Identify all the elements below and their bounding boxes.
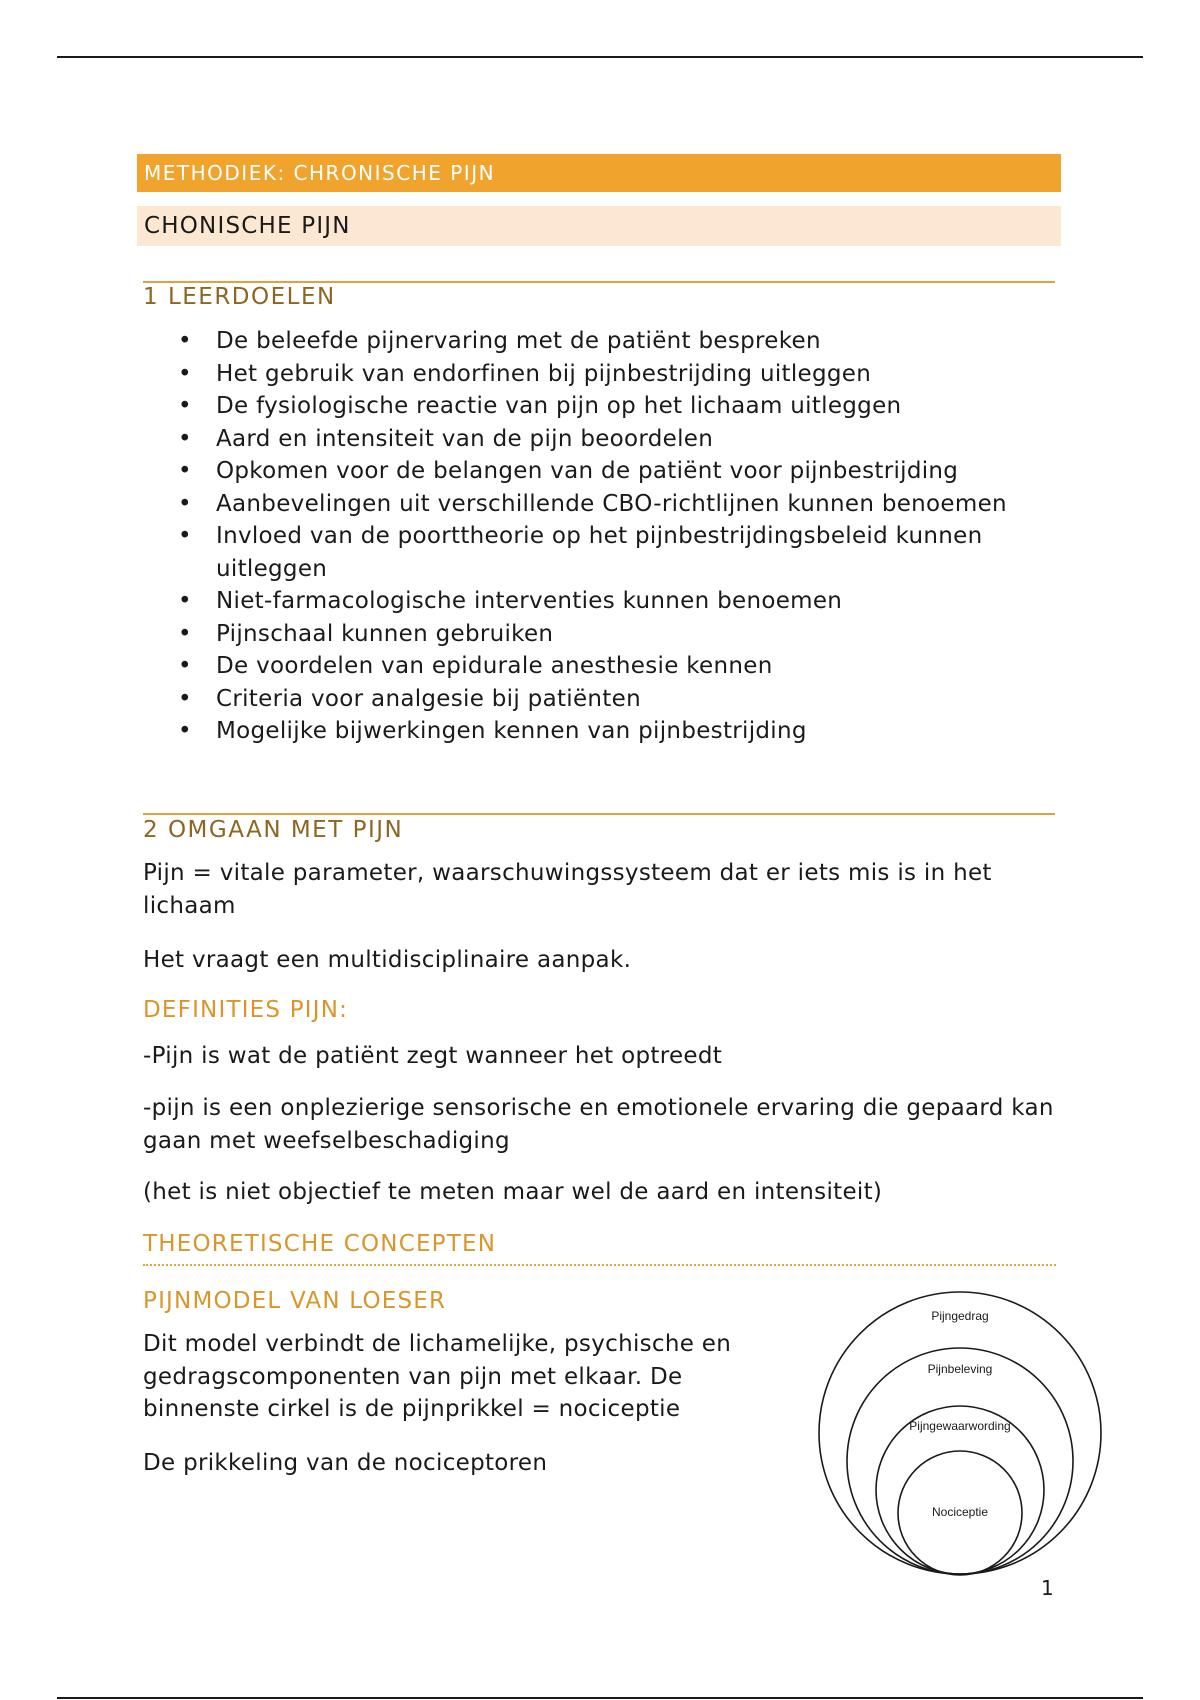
label-pijnbeleving: Pijnbeleving [927, 1362, 993, 1376]
loeser-model-diagram [815, 1290, 1105, 1578]
outer-circle-pijngedrag [819, 1292, 1101, 1574]
bullet-icon: • [178, 360, 192, 387]
measurement-note: (het is niet objectief te meten maar wel de aard en intensiteit) [143, 1179, 883, 1205]
footer-rule [57, 1697, 1143, 1699]
topic-title-banner: CHONISCHE PIJN [137, 206, 1061, 246]
bullet-icon: • [178, 588, 192, 614]
concepts-heading: THEORETISCHE CONCEPTEN [143, 1231, 497, 1257]
label-pijngewaarwording: Pijngewaarwording [909, 1419, 1011, 1433]
list-item: • De fysiologische reactie van pijn op het lichaam uitleggen [173, 390, 1053, 423]
bullet-icon: • [178, 718, 192, 744]
label-nociceptie: Nociceptie [931, 1505, 989, 1519]
section1-rule [143, 281, 1055, 283]
bullet-icon: • [178, 425, 192, 452]
loeser-model-heading: PIJNMODEL VAN LOESER [143, 1288, 447, 1314]
concepts-dotted-rule [143, 1264, 1056, 1266]
list-item: • De voordelen van epidurale anesthesie kennen [173, 650, 1053, 683]
list-item: • Opkomen voor de belangen van de patiënt voor pijnbestrijding [173, 455, 1053, 488]
list-item: • Pijnschaal kunnen gebruiken [173, 618, 1053, 651]
page-number: 1 [1041, 1576, 1054, 1600]
list-item: • Het gebruik van endorfinen bij pijnbestrijding uitleggen [173, 358, 1053, 391]
definition-2: -pijn is een onplezierige sensorische en emotionele ervaring die gepaard kan gaan met weefselbeschadiging [143, 1095, 1054, 1154]
label-pijngedrag: Pijngedrag [931, 1309, 989, 1323]
list-item: • Criteria voor analgesie bij patiënten [173, 683, 1053, 716]
bullet-icon: • [178, 490, 192, 517]
bullet-icon: • [178, 523, 192, 549]
list-item: • Invloed van de poorttheorie op het pijnbestrijdingsbeleid kunnen uitleggen [173, 520, 1053, 585]
definition-1: -Pijn is wat de patiënt zegt wanneer het optreedt [143, 1043, 723, 1069]
list-item: • Niet-farmacologische interventies kunnen benoemen [173, 585, 1053, 618]
course-title-banner: METHODIEK: CHRONISCHE PIJN [137, 154, 1061, 192]
header-rule [57, 56, 1143, 58]
loeser-model-text: Dit model verbindt de lichamelijke, psychische en gedragscomponenten van pijn met elkaar. De binnenste cirkel is de pijnprikkel = nociceptie [143, 1331, 732, 1422]
section1-heading: 1 LEERDOELEN [143, 284, 336, 310]
bullet-icon: • [178, 620, 192, 647]
list-item: • Mogelijke bijwerkingen kennen van pijnbestrijding [173, 715, 1053, 748]
bullet-icon: • [178, 458, 192, 484]
bullet-icon: • [178, 685, 192, 712]
section2-heading: 2 OMGAAN MET PIJN [143, 817, 404, 843]
definitions-heading: DEFINITIES PIJN: [143, 997, 349, 1023]
list-item: • Aard en intensiteit van de pijn beoordelen [173, 423, 1053, 456]
list-item: • Aanbevelingen uit verschillende CBO-richtlijnen kunnen benoemen [173, 488, 1053, 521]
bullet-icon: • [178, 653, 192, 679]
list-item: • De beleefde pijnervaring met de patiënt bespreken [173, 325, 1053, 358]
bullet-icon: • [178, 393, 192, 419]
nociceptor-text: De prikkeling van de nociceptoren [143, 1450, 548, 1476]
approach-text: Het vraagt een multidisciplinaire aanpak. [143, 947, 632, 973]
learning-goals-list [173, 325, 1053, 748]
section2-rule [143, 813, 1055, 815]
bullet-icon: • [178, 328, 192, 354]
pain-intro-text: Pijn = vitale parameter, waarschuwingssysteem dat er iets mis is in het lichaam [143, 860, 992, 919]
